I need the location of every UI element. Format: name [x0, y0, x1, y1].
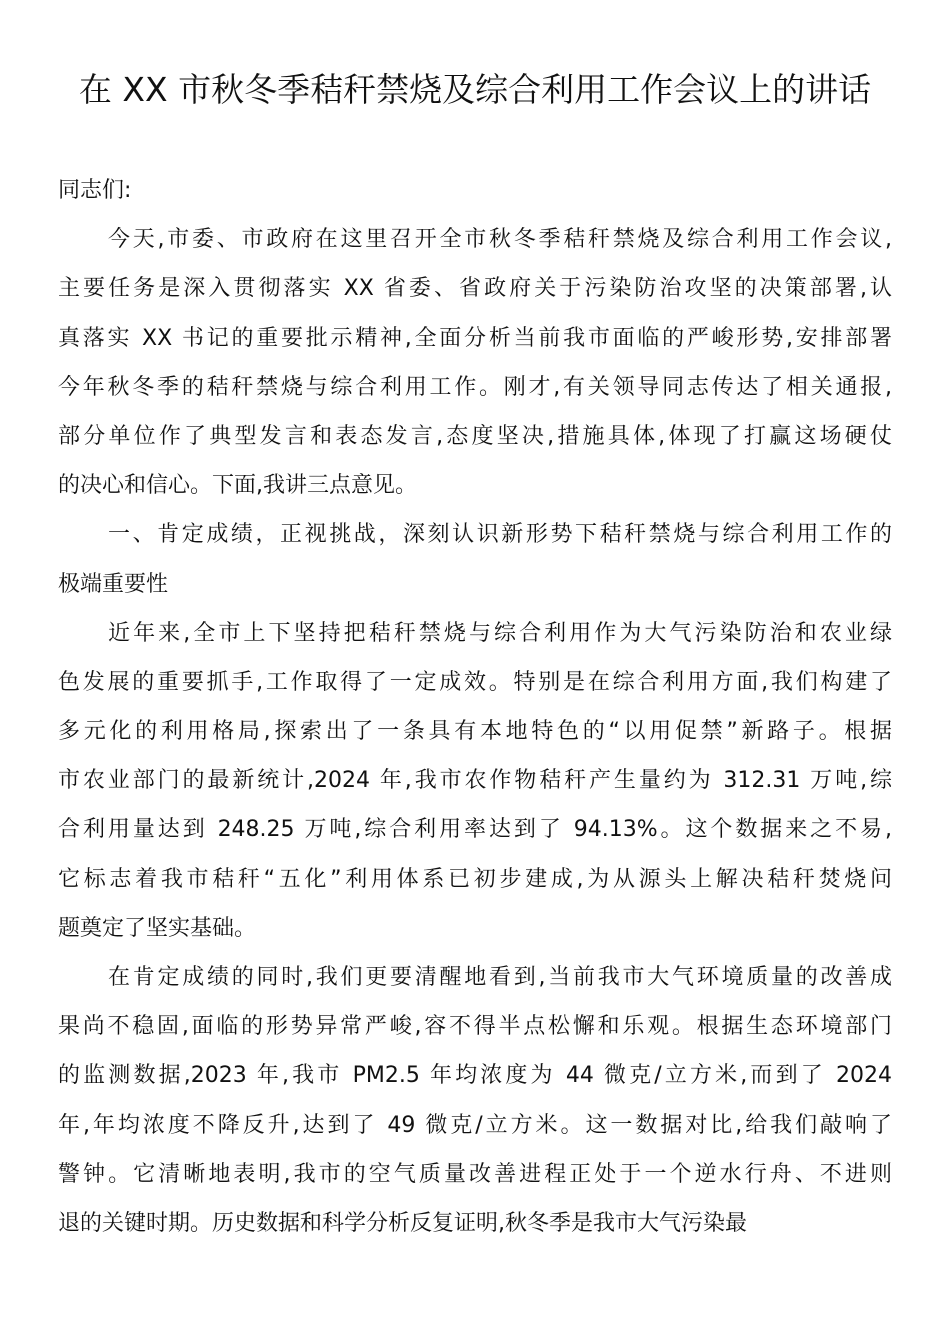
section-heading-line: 一、肯定成绩，正视挑战，深刻认识新形势下秸秆禁烧与综合利用工作的	[108, 522, 892, 548]
paragraph-line: 合利用量达到 248.25 万吨,综合利用率达到了 94.13%。这个数据来之不易,	[58, 817, 892, 843]
paragraph-line: 色发展的重要抓手,工作取得了一定成效。特别是在综合利用方面,我们构建了	[58, 669, 892, 695]
paragraph-line: 在肯定成绩的同时,我们更要清醒地看到,当前我市大气环境质量的改善成	[108, 965, 892, 990]
document-body	[58, 166, 892, 1248]
paragraph-achievements	[58, 609, 892, 953]
paragraph-challenges	[58, 953, 892, 1248]
paragraph-line: 真落实 XX 书记的重要批示精神,全面分析当前我市面临的严峻形势,安排部署	[58, 325, 892, 351]
paragraph-line: 今年秋冬季的秸秆禁烧与综合利用工作。刚才,有关领导同志传达了相关通报,	[58, 374, 892, 400]
paragraph-line: 多元化的利用格局,探索出了一条具有本地特色的“以用促禁”新路子。根据	[58, 719, 892, 745]
paragraph-line: 警钟。它清晰地表明,我市的空气质量改善进程正处于一个逆水行舟、不进则	[58, 1161, 892, 1187]
paragraph-line: 部分单位作了典型发言和表态发言,态度坚决,措施具体,体现了打赢这场硬仗	[58, 423, 892, 449]
paragraph-line: 的监测数据,2023 年,我市 PM2.5 年均浓度为 44 微克/立方米,而到了 2024	[58, 1063, 892, 1089]
document-title: 在 XX 市秋冬季秸秆禁烧及综合利用工作会议上的讲话	[78, 70, 872, 109]
paragraph-line: 市农业部门的最新统计,2024 年,我市农作物秸秆产生量约为 312.31 万吨,综	[58, 768, 892, 794]
paragraph-line: 主要任务是深入贯彻落实 XX 省委、省政府关于污染防治攻坚的决策部署,认	[58, 276, 892, 302]
paragraph-line: 退的关键时期。历史数据和科学分析反复证明,秋冬季是我市大气污染最	[58, 1210, 747, 1236]
paragraph-line: 果尚不稳固,面临的形势异常严峻,容不得半点松懈和乐观。根据生态环境部门	[58, 1014, 892, 1040]
paragraph-intro	[58, 215, 892, 510]
paragraph-line: 它标志着我市秸秆“五化”利用体系已初步建成,为从源头上解决秸秆焚烧问	[58, 866, 892, 892]
paragraph-line: 题奠定了坚实基础。	[58, 915, 257, 941]
section-heading-line: 极端重要性	[58, 571, 169, 597]
paragraph-line: 近年来,全市上下坚持把秸秆禁烧与综合利用作为大气污染防治和农业绿	[108, 620, 892, 646]
paragraph-line: 年,年均浓度不降反升,达到了 49 微克/立方米。这一数据对比,给我们敲响了	[58, 1112, 892, 1138]
paragraph-line: 的决心和信心。下面,我讲三点意见。	[58, 473, 417, 499]
section-heading	[58, 510, 892, 608]
paragraph-line: 今天,市委、市政府在这里召开全市秋冬季秸秆禁烧及综合利用工作会议,	[108, 227, 892, 253]
salutation: 同志们:	[58, 178, 132, 203]
